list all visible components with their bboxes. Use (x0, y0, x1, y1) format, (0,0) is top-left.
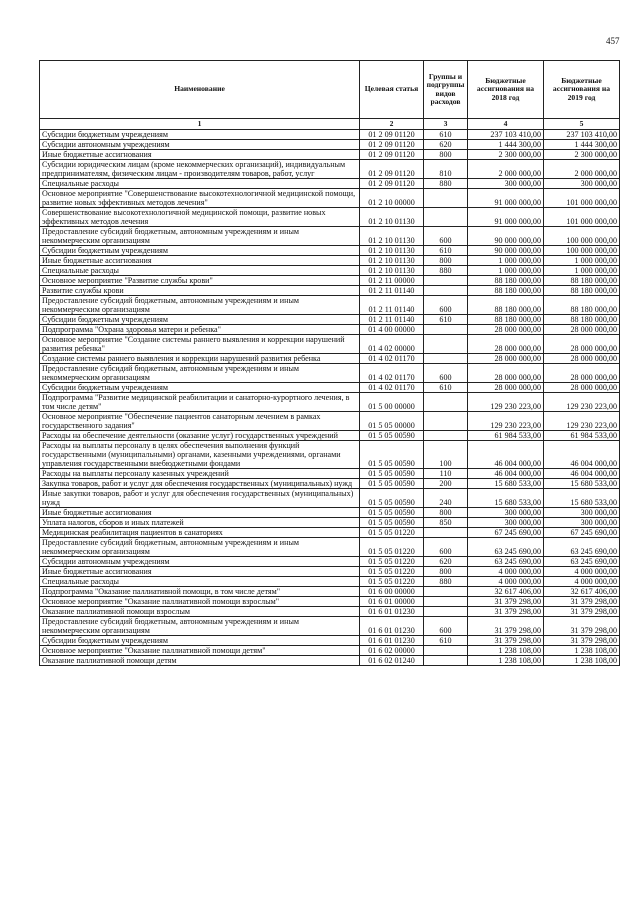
row-name: Субсидии бюджетным учреждениям (40, 383, 360, 393)
row-amount-2019: 67 245 690,00 (544, 528, 620, 538)
row-name: Субсидии бюджетным учреждениям (40, 130, 360, 140)
row-expense-group: 810 (424, 160, 468, 179)
row-amount-2019: 15 680 533,00 (544, 479, 620, 489)
row-name: Подпрограмма "Оказание паллиативной помощи, в том числе детям" (40, 587, 360, 597)
row-target-article: 01 5 05 00590 (360, 431, 424, 441)
table-row (40, 286, 620, 296)
row-amount-2019: 300 000,00 (544, 508, 620, 518)
row-name: Предоставление субсидий бюджетным, автономным учреждениям и иным некоммерческим организациям (40, 617, 360, 636)
row-name: Совершенствование высокотехнологичной медицинской помощи, развитие новых эффективных методов лечения (40, 208, 360, 227)
row-target-article: 01 6 01 00000 (360, 597, 424, 607)
row-name: Основное мероприятие "Обеспечение пациентов санаторным лечением в рамках государственного задания" (40, 412, 360, 431)
row-amount-2018: 31 379 298,00 (468, 607, 544, 617)
row-amount-2019: 28 000 000,00 (544, 383, 620, 393)
row-expense-group (424, 412, 468, 431)
row-expense-group: 800 (424, 150, 468, 160)
table-row (40, 246, 620, 256)
header-name: Наименование (40, 61, 360, 119)
row-amount-2019: 300 000,00 (544, 179, 620, 189)
row-expense-group: 200 (424, 479, 468, 489)
table-row (40, 315, 620, 325)
row-amount-2019: 15 680 533,00 (544, 489, 620, 508)
row-amount-2019: 237 103 410,00 (544, 130, 620, 140)
row-name: Иные закупки товаров, работ и услуг для обеспечения государственных (муниципальных) нужд (40, 489, 360, 508)
row-amount-2019: 61 984 533,00 (544, 431, 620, 441)
table-row (40, 518, 620, 528)
table-row (40, 431, 620, 441)
table-row (40, 130, 620, 140)
row-target-article: 01 6 01 01230 (360, 636, 424, 646)
row-amount-2018: 15 680 533,00 (468, 479, 544, 489)
row-amount-2018: 1 000 000,00 (468, 256, 544, 266)
row-name: Основное мероприятие "Создание системы раннего выявления и коррекции нарушений развития ребенка" (40, 335, 360, 354)
row-target-article: 01 2 10 00000 (360, 189, 424, 208)
row-expense-group: 600 (424, 227, 468, 246)
table-row (40, 325, 620, 335)
table-row (40, 150, 620, 160)
budget-table (39, 60, 620, 666)
row-target-article: 01 4 00 00000 (360, 325, 424, 335)
row-amount-2019: 100 000 000,00 (544, 227, 620, 246)
row-expense-group: 600 (424, 296, 468, 315)
row-amount-2018: 300 000,00 (468, 518, 544, 528)
row-name: Основное мероприятие "Оказание паллиативной помощи взрослым" (40, 597, 360, 607)
row-amount-2018: 1 000 000,00 (468, 266, 544, 276)
row-name: Подпрограмма "Охрана здоровья матери и ребенка" (40, 325, 360, 335)
column-number: 4 (468, 119, 544, 130)
row-target-article: 01 4 02 01170 (360, 383, 424, 393)
column-number-row (40, 119, 620, 130)
row-amount-2018: 31 379 298,00 (468, 617, 544, 636)
table-row (40, 276, 620, 286)
row-amount-2018: 46 004 000,00 (468, 469, 544, 479)
row-name: Специальные расходы (40, 266, 360, 276)
table-row (40, 266, 620, 276)
row-amount-2019: 100 000 000,00 (544, 246, 620, 256)
row-target-article: 01 2 10 01130 (360, 256, 424, 266)
row-amount-2018: 91 000 000,00 (468, 208, 544, 227)
row-amount-2018: 1 444 300,00 (468, 140, 544, 150)
row-amount-2019: 300 000,00 (544, 518, 620, 528)
row-name: Медицинская реабилитация пациентов в санаториях (40, 528, 360, 538)
row-expense-group: 610 (424, 130, 468, 140)
table-row (40, 597, 620, 607)
row-name: Субсидии автономным учреждениям (40, 557, 360, 567)
row-amount-2019: 101 000 000,00 (544, 208, 620, 227)
row-target-article: 01 2 09 01120 (360, 140, 424, 150)
row-expense-group: 600 (424, 364, 468, 383)
table-row (40, 227, 620, 246)
row-amount-2018: 1 238 108,00 (468, 646, 544, 656)
row-name: Специальные расходы (40, 179, 360, 189)
row-expense-group: 610 (424, 636, 468, 646)
row-expense-group: 620 (424, 140, 468, 150)
row-amount-2019: 63 245 690,00 (544, 557, 620, 567)
header-target-article: Целевая статья (360, 61, 424, 119)
row-amount-2019: 31 379 298,00 (544, 597, 620, 607)
row-target-article: 01 2 09 01120 (360, 150, 424, 160)
row-name: Иные бюджетные ассигнования (40, 567, 360, 577)
row-target-article: 01 5 05 00590 (360, 518, 424, 528)
row-target-article: 01 4 02 01170 (360, 364, 424, 383)
row-name: Иные бюджетные ассигнования (40, 150, 360, 160)
row-expense-group (424, 208, 468, 227)
row-amount-2018: 67 245 690,00 (468, 528, 544, 538)
header-expense-groups: Группы и подгруппы видов расходов (424, 61, 468, 119)
row-target-article: 01 5 05 01220 (360, 557, 424, 567)
table-row (40, 412, 620, 431)
row-expense-group: 610 (424, 315, 468, 325)
row-amount-2018: 88 180 000,00 (468, 296, 544, 315)
row-amount-2018: 63 245 690,00 (468, 538, 544, 557)
table-row (40, 364, 620, 383)
row-expense-group: 610 (424, 383, 468, 393)
row-amount-2019: 129 230 223,00 (544, 412, 620, 431)
row-target-article: 01 5 05 01220 (360, 567, 424, 577)
row-expense-group: 100 (424, 441, 468, 469)
row-amount-2018: 91 000 000,00 (468, 189, 544, 208)
row-expense-group (424, 393, 468, 412)
row-amount-2019: 31 379 298,00 (544, 636, 620, 646)
row-name: Субсидии бюджетным учреждениям (40, 246, 360, 256)
row-name: Подпрограмма "Развитие медицинской реабилитации и санаторно-курортного лечения, в том числе детям" (40, 393, 360, 412)
column-number: 5 (544, 119, 620, 130)
row-target-article: 01 2 10 01130 (360, 208, 424, 227)
row-target-article: 01 5 05 01220 (360, 528, 424, 538)
table-row (40, 179, 620, 189)
table-row (40, 189, 620, 208)
table-row (40, 393, 620, 412)
row-target-article: 01 2 10 01130 (360, 266, 424, 276)
table-row (40, 567, 620, 577)
row-expense-group: 800 (424, 567, 468, 577)
row-target-article: 01 5 05 00590 (360, 479, 424, 489)
row-amount-2019: 88 180 000,00 (544, 315, 620, 325)
row-name: Основное мероприятие "Оказание паллиативной помощи детям" (40, 646, 360, 656)
row-amount-2019: 88 180 000,00 (544, 276, 620, 286)
row-amount-2019: 88 180 000,00 (544, 296, 620, 315)
row-amount-2019: 1 444 300,00 (544, 140, 620, 150)
row-name: Уплата налогов, сборов и иных платежей (40, 518, 360, 528)
row-amount-2018: 2 300 000,00 (468, 150, 544, 160)
row-target-article: 01 4 02 01170 (360, 354, 424, 364)
row-name: Предоставление субсидий бюджетным, автономным учреждениям и иным некоммерческим организациям (40, 296, 360, 315)
row-expense-group: 600 (424, 538, 468, 557)
table-row (40, 479, 620, 489)
row-name: Иные бюджетные ассигнования (40, 256, 360, 266)
row-expense-group (424, 276, 468, 286)
row-target-article: 01 2 11 01140 (360, 296, 424, 315)
table-row (40, 140, 620, 150)
row-amount-2018: 4 000 000,00 (468, 577, 544, 587)
row-amount-2018: 15 680 533,00 (468, 489, 544, 508)
column-number: 2 (360, 119, 424, 130)
row-amount-2018: 28 000 000,00 (468, 325, 544, 335)
row-amount-2018: 88 180 000,00 (468, 315, 544, 325)
row-amount-2019: 4 000 000,00 (544, 577, 620, 587)
row-amount-2019: 2 300 000,00 (544, 150, 620, 160)
row-amount-2018: 2 000 000,00 (468, 160, 544, 179)
table-row (40, 489, 620, 508)
row-expense-group (424, 431, 468, 441)
table-row (40, 577, 620, 587)
row-name: Оказание паллиативной помощи детям (40, 656, 360, 666)
row-amount-2019: 28 000 000,00 (544, 354, 620, 364)
row-amount-2019: 1 238 108,00 (544, 656, 620, 666)
row-expense-group (424, 286, 468, 296)
row-name: Иные бюджетные ассигнования (40, 508, 360, 518)
table-row (40, 441, 620, 469)
table-row (40, 528, 620, 538)
table-row (40, 587, 620, 597)
row-amount-2018: 31 379 298,00 (468, 597, 544, 607)
row-amount-2018: 88 180 000,00 (468, 286, 544, 296)
row-name: Субсидии юридическим лицам (кроме некоммерческих организаций), индивидуальным предпринимателям, физическим лицам - производителям товаров, работ, услуг (40, 160, 360, 179)
row-target-article: 01 5 05 00590 (360, 489, 424, 508)
row-amount-2018: 31 379 298,00 (468, 636, 544, 646)
row-expense-group (424, 597, 468, 607)
row-target-article: 01 6 00 00000 (360, 587, 424, 597)
table-row (40, 208, 620, 227)
table-row (40, 607, 620, 617)
row-target-article: 01 6 02 01240 (360, 656, 424, 666)
row-target-article: 01 2 10 01130 (360, 227, 424, 246)
row-amount-2018: 28 000 000,00 (468, 364, 544, 383)
table-row (40, 160, 620, 179)
row-amount-2018: 90 000 000,00 (468, 227, 544, 246)
row-amount-2019: 32 617 406,00 (544, 587, 620, 597)
header-allocations-2019: Бюджетные ассигнования на 2019 год (544, 61, 620, 119)
row-target-article: 01 6 02 00000 (360, 646, 424, 656)
row-target-article: 01 5 05 00590 (360, 469, 424, 479)
row-expense-group: 800 (424, 256, 468, 266)
table-row (40, 646, 620, 656)
row-target-article: 01 6 01 01230 (360, 607, 424, 617)
table-row (40, 617, 620, 636)
row-name: Основное мероприятие "Развитие службы крови" (40, 276, 360, 286)
row-amount-2019: 46 004 000,00 (544, 441, 620, 469)
table-body (40, 130, 620, 666)
row-amount-2018: 129 230 223,00 (468, 393, 544, 412)
table-row (40, 538, 620, 557)
row-name: Предоставление субсидий бюджетным, автономным учреждениям и иным некоммерческим организациям (40, 227, 360, 246)
row-amount-2018: 63 245 690,00 (468, 557, 544, 567)
row-amount-2019: 1 000 000,00 (544, 266, 620, 276)
page-number: 457 (606, 36, 620, 46)
row-name: Специальные расходы (40, 577, 360, 587)
row-amount-2018: 28 000 000,00 (468, 383, 544, 393)
row-amount-2019: 4 000 000,00 (544, 567, 620, 577)
table-row (40, 636, 620, 646)
column-number: 1 (40, 119, 360, 130)
row-name: Субсидии бюджетным учреждениям (40, 636, 360, 646)
row-amount-2018: 88 180 000,00 (468, 276, 544, 286)
row-target-article: 01 5 05 00000 (360, 412, 424, 431)
table-row (40, 335, 620, 354)
row-expense-group: 620 (424, 557, 468, 567)
table-row (40, 656, 620, 666)
row-amount-2019: 31 379 298,00 (544, 607, 620, 617)
row-amount-2019: 88 180 000,00 (544, 286, 620, 296)
row-amount-2018: 129 230 223,00 (468, 412, 544, 431)
table-row (40, 296, 620, 315)
row-expense-group: 600 (424, 617, 468, 636)
row-expense-group: 800 (424, 508, 468, 518)
row-amount-2018: 90 000 000,00 (468, 246, 544, 256)
row-expense-group: 110 (424, 469, 468, 479)
row-amount-2019: 46 004 000,00 (544, 469, 620, 479)
table-row (40, 557, 620, 567)
row-target-article: 01 2 10 01130 (360, 246, 424, 256)
row-target-article: 01 2 09 01120 (360, 160, 424, 179)
row-name: Субсидии бюджетным учреждениям (40, 315, 360, 325)
header-allocations-2018: Бюджетные ассигнования на 2018 год (468, 61, 544, 119)
row-expense-group: 240 (424, 489, 468, 508)
row-name: Создание системы раннего выявления и коррекции нарушений развития ребенка (40, 354, 360, 364)
row-amount-2018: 300 000,00 (468, 179, 544, 189)
row-name: Закупка товаров, работ и услуг для обеспечения государственных (муниципальных) нужд (40, 479, 360, 489)
row-expense-group: 880 (424, 577, 468, 587)
row-expense-group: 610 (424, 246, 468, 256)
row-expense-group (424, 335, 468, 354)
row-amount-2018: 28 000 000,00 (468, 335, 544, 354)
row-amount-2019: 31 379 298,00 (544, 617, 620, 636)
row-target-article: 01 6 01 01230 (360, 617, 424, 636)
row-expense-group (424, 656, 468, 666)
row-name: Расходы на обеспечение деятельности (оказание услуг) государственных учреждений (40, 431, 360, 441)
row-name: Развитие службы крови (40, 286, 360, 296)
row-target-article: 01 5 05 00590 (360, 441, 424, 469)
row-target-article: 01 2 09 01120 (360, 130, 424, 140)
row-target-article: 01 2 09 01120 (360, 179, 424, 189)
table-row (40, 383, 620, 393)
row-amount-2018: 28 000 000,00 (468, 354, 544, 364)
row-amount-2019: 1 238 108,00 (544, 646, 620, 656)
row-name: Предоставление субсидий бюджетным, автономным учреждениям и иным некоммерческим организациям (40, 364, 360, 383)
table-row (40, 354, 620, 364)
row-amount-2019: 28 000 000,00 (544, 325, 620, 335)
row-expense-group: 880 (424, 179, 468, 189)
row-target-article: 01 5 00 00000 (360, 393, 424, 412)
row-expense-group (424, 189, 468, 208)
table-row (40, 508, 620, 518)
row-expense-group (424, 607, 468, 617)
row-target-article: 01 5 05 01220 (360, 577, 424, 587)
row-amount-2018: 1 238 108,00 (468, 656, 544, 666)
table-row (40, 469, 620, 479)
row-amount-2018: 4 000 000,00 (468, 567, 544, 577)
row-target-article: 01 2 11 00000 (360, 276, 424, 286)
row-name: Субсидии автономным учреждениям (40, 140, 360, 150)
row-expense-group (424, 325, 468, 335)
row-amount-2018: 32 617 406,00 (468, 587, 544, 597)
row-name: Оказание паллиативной помощи взрослым (40, 607, 360, 617)
row-expense-group (424, 354, 468, 364)
row-expense-group: 850 (424, 518, 468, 528)
row-amount-2019: 1 000 000,00 (544, 256, 620, 266)
header-row (40, 61, 620, 119)
row-amount-2019: 101 000 000,00 (544, 189, 620, 208)
row-amount-2019: 129 230 223,00 (544, 393, 620, 412)
row-amount-2018: 46 004 000,00 (468, 441, 544, 469)
row-name: Расходы на выплаты персоналу казенных учреждений (40, 469, 360, 479)
row-target-article: 01 4 02 00000 (360, 335, 424, 354)
table-row (40, 256, 620, 266)
row-expense-group (424, 528, 468, 538)
row-amount-2019: 2 000 000,00 (544, 160, 620, 179)
column-number: 3 (424, 119, 468, 130)
row-name: Предоставление субсидий бюджетным, автономным учреждениям и иным некоммерческим организациям (40, 538, 360, 557)
row-amount-2018: 300 000,00 (468, 508, 544, 518)
row-target-article: 01 2 11 01140 (360, 286, 424, 296)
row-expense-group: 880 (424, 266, 468, 276)
row-amount-2019: 28 000 000,00 (544, 364, 620, 383)
row-expense-group (424, 646, 468, 656)
row-amount-2019: 63 245 690,00 (544, 538, 620, 557)
row-amount-2018: 237 103 410,00 (468, 130, 544, 140)
row-target-article: 01 2 11 01140 (360, 315, 424, 325)
row-target-article: 01 5 05 00590 (360, 508, 424, 518)
row-target-article: 01 5 05 01220 (360, 538, 424, 557)
row-expense-group (424, 587, 468, 597)
row-name: Основное мероприятие "Совершенствование высокотехнологичной медицинской помощи, развитие новых эффективных методов лечения" (40, 189, 360, 208)
row-amount-2019: 28 000 000,00 (544, 335, 620, 354)
row-amount-2018: 61 984 533,00 (468, 431, 544, 441)
row-name: Расходы на выплаты персоналу в целях обеспечения выполнения функций государственными (муниципальными) органами, казенными учреждениями, органами управления государственными внебюджетными фондами (40, 441, 360, 469)
